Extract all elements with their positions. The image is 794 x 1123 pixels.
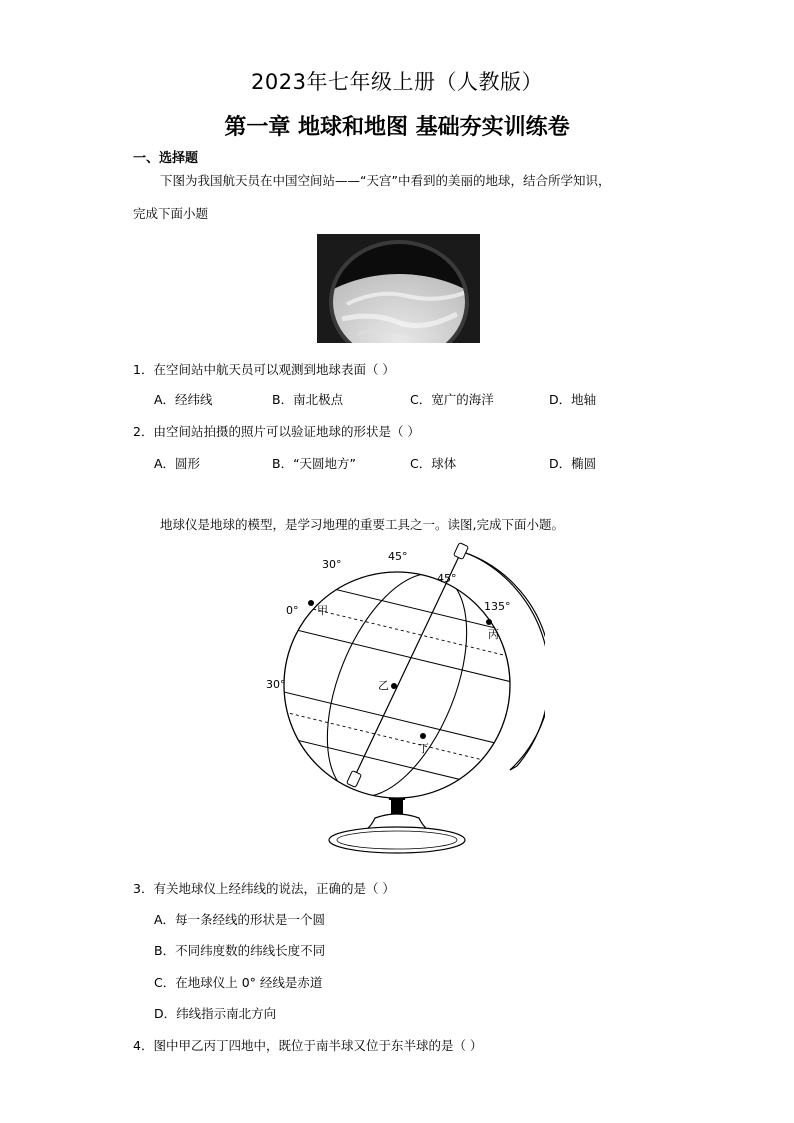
question-2-stem: 2．由空间站拍摄的照片可以验证地球的形状是（ ） — [133, 424, 420, 439]
q2-option-b[interactable]: B．“天圆地方” — [272, 456, 357, 471]
space-station-earth-photo — [317, 234, 480, 343]
point-bing — [486, 619, 492, 625]
q3-option-d[interactable]: D．纬线指示南北方向 — [154, 1006, 277, 1021]
label-bing: 丙 — [488, 628, 499, 641]
q2-option-c[interactable]: C．球体 — [410, 456, 457, 471]
intro-text-line-2: 完成下面小题 — [133, 206, 209, 221]
title-line-2: 第一章 地球和地图 基础夯实训练卷 — [224, 115, 570, 140]
q3-option-c[interactable]: C．在地球仪上 0° 经线是赤道 — [154, 975, 323, 990]
globe-intro-text: 地球仪是地球的模型，是学习地理的重要工具之一。读图,完成下面小题。 — [160, 517, 564, 532]
point-jia — [308, 600, 314, 606]
label-30-top: 30° — [322, 558, 342, 571]
q3-option-b[interactable]: B．不同纬度数的纬线长度不同 — [154, 943, 326, 958]
label-jia: 甲 — [317, 604, 328, 617]
label-45-inner: 45° — [437, 572, 457, 585]
intro-text-line-1: 下图为我国航天员在中国空间站——“天宫”中看到的美丽的地球，结合所学知识， — [160, 173, 611, 188]
q1-option-b[interactable]: B．南北极点 — [272, 392, 344, 407]
section-heading: 一、选择题 — [133, 151, 199, 166]
label-0: 0° — [286, 604, 299, 617]
q2-option-a[interactable]: A．圆形 — [154, 456, 201, 471]
label-135: 135° — [484, 600, 511, 613]
q3-option-a[interactable]: A．每一条经线的形状是一个圆 — [154, 912, 326, 927]
q1-option-c[interactable]: C．宽广的海洋 — [410, 392, 494, 407]
label-45-top: 45° — [388, 550, 408, 563]
point-yi — [391, 683, 397, 689]
point-ding — [420, 733, 426, 739]
q1-option-a[interactable]: A．经纬线 — [154, 392, 213, 407]
q1-option-d[interactable]: D．地轴 — [549, 392, 597, 407]
question-3-stem: 3．有关地球仪上经纬线的说法，正确的是（ ） — [133, 881, 395, 896]
globe-diagram — [255, 540, 545, 880]
q2-option-d[interactable]: D．椭圆 — [549, 456, 597, 471]
label-yi: 乙 — [378, 679, 389, 692]
question-1-stem: 1．在空间站中航天员可以观测到地球表面（ ） — [133, 362, 395, 377]
question-4-stem: 4．图中甲乙丙丁四地中，既位于南半球又位于东半球的是（ ） — [133, 1038, 483, 1053]
label-30-left: 30° — [266, 678, 286, 691]
title-line-1: 2023年七年级上册（人教版） — [251, 70, 543, 94]
label-ding: 丁 — [418, 742, 429, 755]
